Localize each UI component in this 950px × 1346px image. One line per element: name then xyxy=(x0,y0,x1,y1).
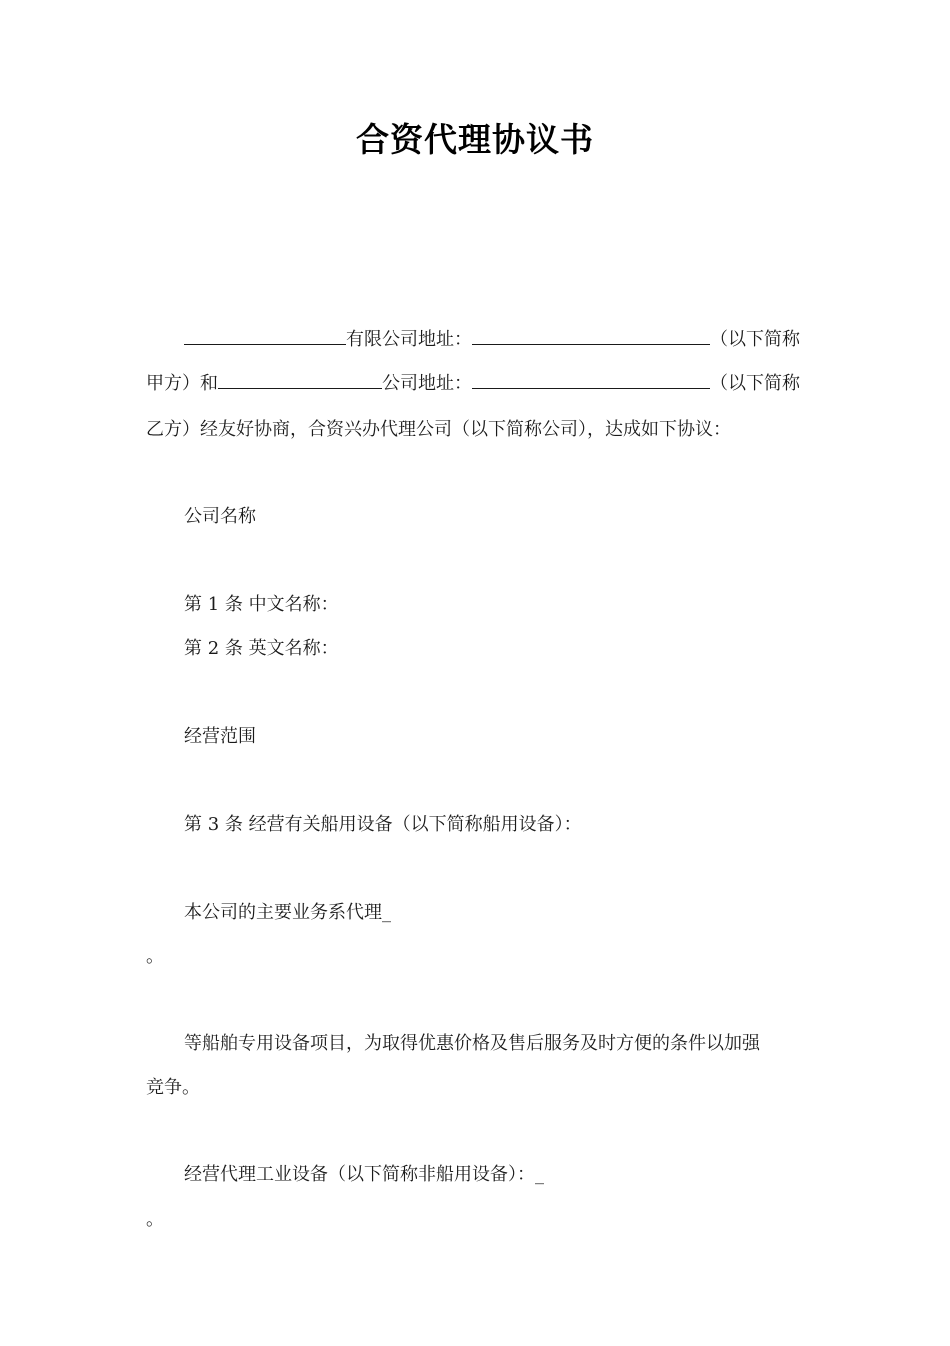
party-b-address-blank[interactable] xyxy=(472,372,710,389)
intro-line-3: 乙方）经友好协商，合资兴办代理公司（以下简称公司），达成如下协议： xyxy=(146,419,731,440)
article-3-marine-equipment: 第 3 条 经营有关船用设备（以下简称船用设备）： xyxy=(184,814,582,835)
marine-items-line-2: 竞争。 xyxy=(146,1077,200,1098)
intro-text-abbrev-b: （以下简称 xyxy=(710,373,800,394)
article-2-english-name: 第 2 条 英文名称： xyxy=(184,638,339,659)
intro-text-party-b-address: 公司地址： xyxy=(382,373,472,394)
party-a-name-blank[interactable] xyxy=(184,328,346,345)
intro-text-party-a-and: 甲方）和 xyxy=(146,373,218,394)
main-business-text: 本公司的主要业务系代理_ xyxy=(184,902,391,923)
intro-line-1 xyxy=(184,328,800,352)
intro-text-abbrev-a: （以下简称 xyxy=(710,329,800,350)
marine-items-line-1: 等船舶专用设备项目，为取得优惠价格及售后服务及时方便的条件以加强 xyxy=(184,1033,760,1054)
intro-text-company-address: 有限公司地址： xyxy=(346,329,472,350)
industrial-equipment-text: 经营代理工业设备（以下简称非船用设备）：_ xyxy=(184,1164,544,1185)
party-b-name-blank[interactable] xyxy=(218,372,382,389)
section-heading-business-scope: 经营范围 xyxy=(184,726,256,747)
intro-line-2 xyxy=(146,372,800,396)
main-business-period: 。 xyxy=(146,946,164,967)
article-1-chinese-name: 第 1 条 中文名称： xyxy=(184,594,339,615)
industrial-equipment-period: 。 xyxy=(146,1209,164,1230)
document-title: 合资代理协议书 xyxy=(356,120,594,159)
section-heading-company-name: 公司名称 xyxy=(184,506,256,527)
party-a-address-blank[interactable] xyxy=(472,328,710,345)
